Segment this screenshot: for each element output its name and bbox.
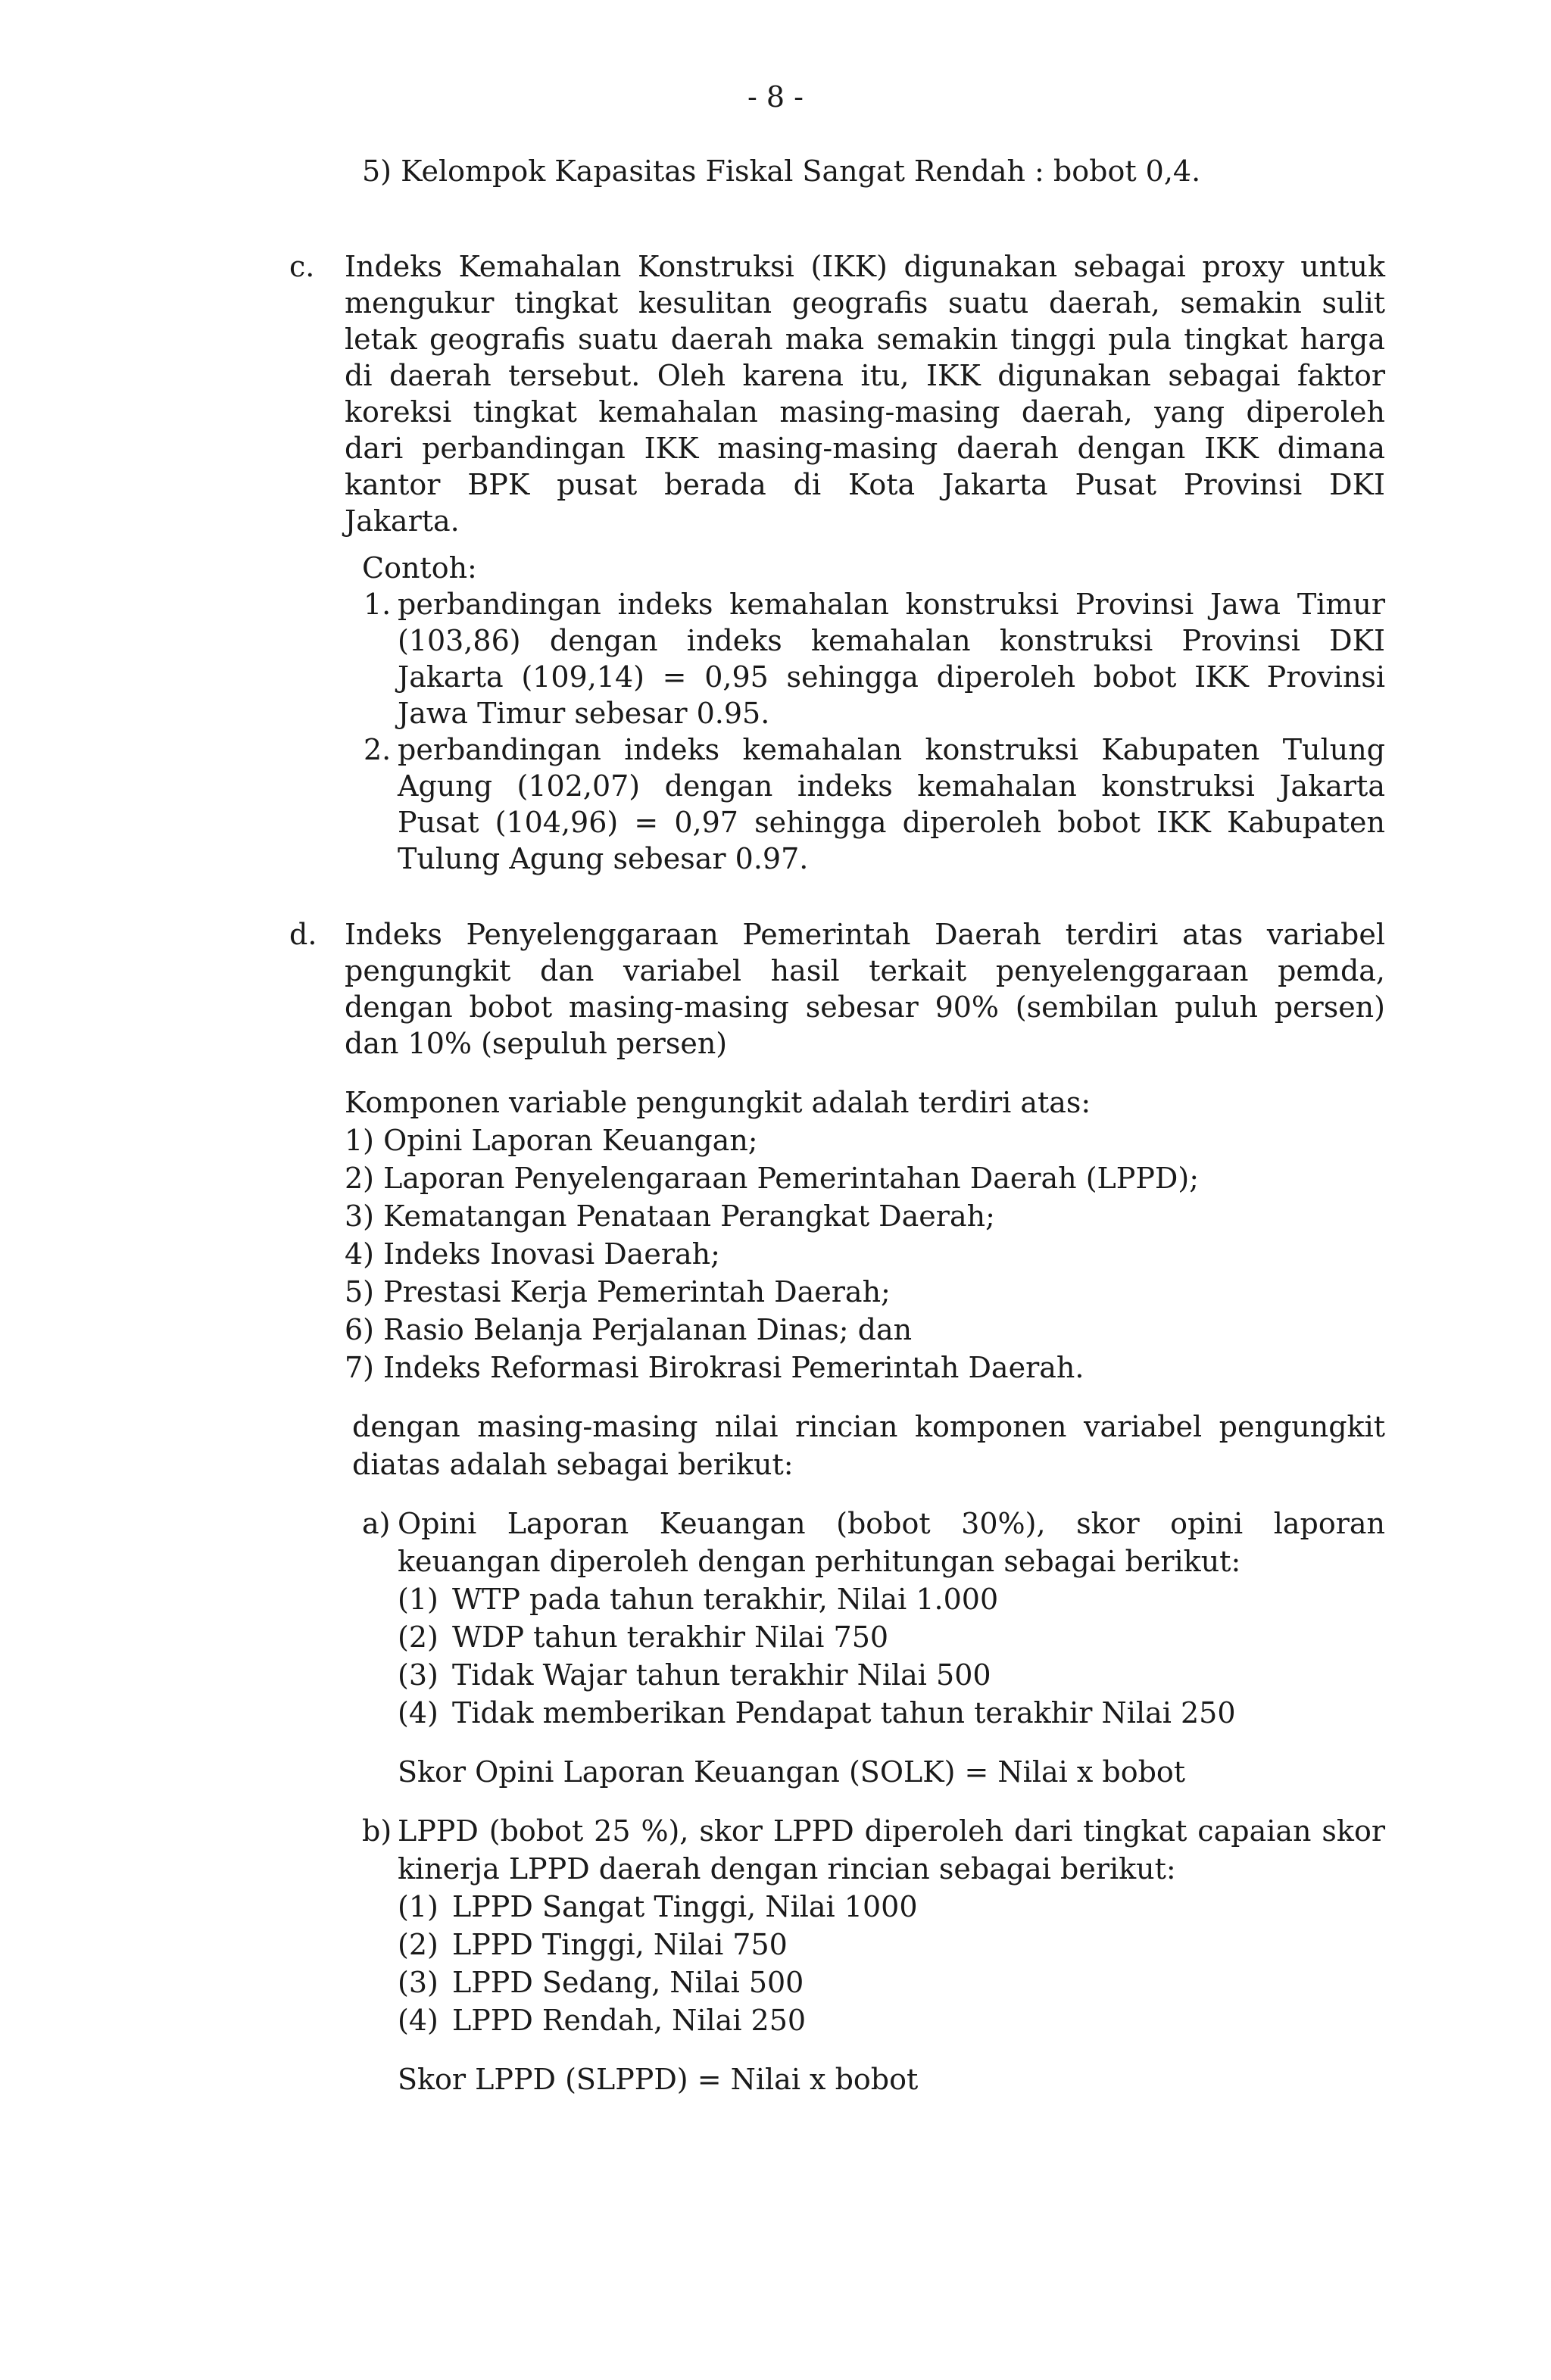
- sub-b-line: LPPD (bobot 25 %), skor LPPD diperoleh dari tingkat capaian skor: [398, 1814, 1385, 1848]
- section-d-line: pengungkit dan variabel hasil terkait penyelenggaraan pemda,: [345, 954, 1385, 987]
- section-c-line: di daerah tersebut. Oleh karena itu, IKK digunakan sebagai faktor: [345, 359, 1385, 392]
- komponen-item: 7) Indeks Reformasi Birokrasi Pemerintah Daerah.: [345, 1351, 1084, 1384]
- komponen-item: 6) Rasio Belanja Perjalanan Dinas; dan: [345, 1313, 913, 1346]
- example-2-line: Agung (102,07) dengan indeks kemahalan konstruksi Jakarta: [398, 769, 1385, 803]
- slppd-formula: Skor LPPD (SLPPD) = Nilai x bobot: [398, 2063, 919, 2096]
- example-1-line: perbandingan indeks kemahalan konstruksi Provinsi Jawa Timur: [398, 588, 1385, 621]
- sub-b-item-number: (1): [398, 1890, 438, 1923]
- example-1-line: (103,86) dengan indeks kemahalan konstruksi Provinsi DKI: [398, 624, 1385, 657]
- komponen-item: 4) Indeks Inovasi Daerah;: [345, 1237, 720, 1271]
- komponen-item: 5) Prestasi Kerja Pemerintah Daerah;: [345, 1275, 891, 1309]
- section-c-line: letak geografis suatu daerah maka semakin tinggi pula tingkat harga: [345, 323, 1385, 356]
- example-1-line: Jakarta (109,14) = 0,95 sehingga diperoleh bobot IKK Provinsi: [398, 660, 1385, 694]
- section-c-line: koreksi tingkat kemahalan masing-masing daerah, yang diperoleh: [345, 395, 1385, 429]
- example-2-line: Pusat (104,96) = 0,97 sehingga diperoleh bobot IKK Kabupaten: [398, 806, 1385, 839]
- komponen-intro: Komponen variable pengungkit adalah terdiri atas:: [345, 1086, 1091, 1119]
- rincian-intro-line: diatas adalah sebagai berikut:: [352, 1448, 794, 1481]
- sub-a-line: Opini Laporan Keuangan (bobot 30%), skor opini laporan: [398, 1507, 1385, 1540]
- section-c-line: Indeks Kemahalan Konstruksi (IKK) digunakan sebagai proxy untuk: [345, 250, 1385, 283]
- sub-a-line: keuangan diperoleh dengan perhitungan sebagai berikut:: [398, 1545, 1241, 1578]
- sub-a-item-number: (2): [398, 1620, 438, 1654]
- section-c-label: c.: [289, 250, 315, 283]
- example-2-line: Tulung Agung sebesar 0.97.: [398, 842, 809, 875]
- section-c-line: Jakarta.: [345, 504, 460, 538]
- contoh-heading: Contoh:: [362, 551, 477, 585]
- example-number: 2.: [364, 733, 392, 766]
- sub-b-item-text: LPPD Tinggi, Nilai 750: [452, 1928, 788, 1961]
- sub-b-line: kinerja LPPD daerah dengan rincian sebagai berikut:: [398, 1852, 1176, 1886]
- solk-formula: Skor Opini Laporan Keuangan (SOLK) = Nilai x bobot: [398, 1755, 1186, 1789]
- sub-a-item-number: (1): [398, 1583, 438, 1616]
- sub-b-item-number: (2): [398, 1928, 438, 1961]
- item-5-kapasitas-fiskal: 5) Kelompok Kapasitas Fiskal Sangat Rendah : bobot 0,4.: [362, 154, 1201, 188]
- page-number: - 8 -: [747, 80, 804, 114]
- sub-a-item-text: WDP tahun terakhir Nilai 750: [452, 1620, 889, 1654]
- section-d-line: Indeks Penyelenggaraan Pemerintah Daerah terdiri atas variabel: [345, 918, 1385, 951]
- section-c-line: mengukur tingkat kesulitan geografis suatu daerah, semakin sulit: [345, 286, 1385, 320]
- sub-b-item-text: LPPD Sangat Tinggi, Nilai 1000: [452, 1890, 918, 1923]
- example-number: 1.: [364, 588, 392, 621]
- komponen-item: 1) Opini Laporan Keuangan;: [345, 1124, 758, 1157]
- sub-a-item-number: (3): [398, 1658, 438, 1692]
- sub-b-label: b): [362, 1814, 392, 1848]
- section-d-line: dengan bobot masing-masing sebesar 90% (sembilan puluh persen): [345, 990, 1385, 1024]
- komponen-item: 3) Kematangan Penataan Perangkat Daerah;: [345, 1199, 995, 1233]
- sub-b-item-number: (4): [398, 2004, 438, 2037]
- section-d-line: dan 10% (sepuluh persen): [345, 1027, 728, 1060]
- komponen-item: 2) Laporan Penyelengaraan Pemerintahan Daerah (LPPD);: [345, 1162, 1199, 1195]
- sub-b-item-number: (3): [398, 1966, 438, 1999]
- sub-b-item-text: LPPD Rendah, Nilai 250: [452, 2004, 807, 2037]
- sub-a-item-text: Tidak memberikan Pendapat tahun terakhir Nilai 250: [452, 1696, 1236, 1730]
- section-d-label: d.: [289, 918, 317, 951]
- sub-a-label: a): [362, 1507, 391, 1540]
- sub-b-item-text: LPPD Sedang, Nilai 500: [452, 1966, 804, 1999]
- sub-a-item-text: Tidak Wajar tahun terakhir Nilai 500: [452, 1658, 991, 1692]
- example-1-line: Jawa Timur sebesar 0.95.: [398, 697, 770, 730]
- example-2-line: perbandingan indeks kemahalan konstruksi Kabupaten Tulung: [398, 733, 1385, 766]
- rincian-intro-line: dengan masing-masing nilai rincian komponen variabel pengungkit: [352, 1410, 1385, 1443]
- sub-a-item-text: WTP pada tahun terakhir, Nilai 1.000: [452, 1583, 999, 1616]
- section-c-line: dari perbandingan IKK masing-masing daerah dengan IKK dimana: [345, 432, 1385, 465]
- section-c-line: kantor BPK pusat berada di Kota Jakarta Pusat Provinsi DKI: [345, 468, 1385, 501]
- sub-a-item-number: (4): [398, 1696, 438, 1730]
